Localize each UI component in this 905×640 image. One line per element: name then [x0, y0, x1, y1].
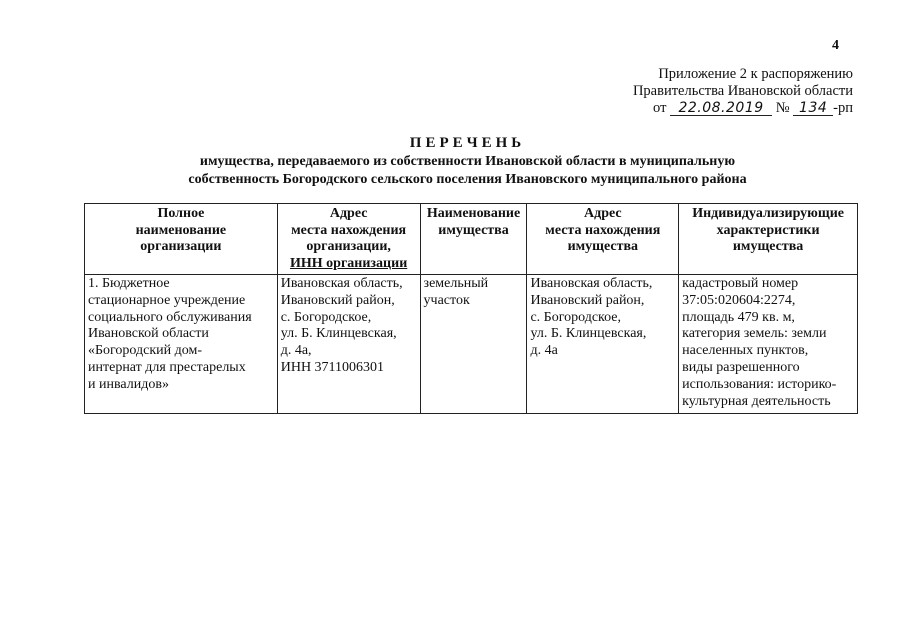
property-table	[84, 203, 858, 414]
cell-text: культурная деятельность	[682, 393, 831, 409]
header-text: организации,	[306, 239, 391, 254]
appendix-line-1: Приложение 2 к распоряжению	[658, 66, 853, 82]
cell-text: Ивановский район,	[280, 292, 395, 308]
handwritten-number: 134	[793, 102, 833, 116]
document-title-block	[100, 134, 835, 188]
cell-text: площадь 479 кв. м,	[682, 309, 795, 325]
header-text: имущества	[567, 239, 639, 254]
header-organization	[85, 204, 278, 275]
cell-text: ул. Б. Клинцевская,	[280, 326, 397, 342]
document-subtitle-line-2: собственность Богородского сельского поселения Ивановского муниципального района	[188, 172, 747, 187]
header-text: Наименование	[426, 206, 521, 221]
cell-text: д. 4а,	[280, 343, 312, 359]
header-text: Индивидуализирующие	[692, 206, 844, 221]
cell-text: использования: историко-	[682, 376, 837, 392]
cell-text: земельный	[423, 276, 489, 291]
table-header-row	[85, 204, 858, 275]
handwritten-date: 22.08.2019	[670, 102, 772, 116]
header-text: места нахождения	[545, 222, 661, 238]
cell-text: с. Богородское,	[530, 309, 622, 325]
number-label: №	[775, 100, 790, 116]
header-text: Полное	[157, 206, 205, 221]
cell-text: Ивановская область,	[280, 276, 403, 291]
header-property-name	[420, 204, 527, 275]
cell-text: «Богородский дом-	[88, 343, 203, 359]
cell-text: 37:05:020604:2274,	[682, 292, 796, 308]
cell-text: Ивановской области	[88, 326, 209, 342]
header-text: характеристики	[716, 222, 820, 238]
cell-text: с. Богородское,	[280, 309, 372, 325]
cell-text: д. 4а	[530, 343, 558, 359]
cell-text: социального обслуживания	[88, 309, 252, 325]
appendix-header	[633, 66, 853, 117]
cell-property-name	[420, 275, 527, 414]
cell-org-address	[277, 275, 420, 414]
cell-organization	[85, 275, 278, 414]
cell-property-address	[527, 275, 679, 414]
page-number: 4	[832, 38, 839, 53]
cell-text: и инвалидов»	[88, 376, 169, 392]
header-text: наименование	[135, 222, 227, 238]
header-text: ИНН организации	[289, 255, 408, 271]
header-property-address	[527, 204, 679, 275]
appendix-line-2: Правительства Ивановской области	[632, 83, 853, 99]
cell-text: населенных пунктов,	[682, 343, 809, 359]
appendix-line-3	[633, 100, 853, 117]
cell-characteristics	[679, 275, 858, 414]
cell-text: участок	[423, 292, 470, 308]
header-text: организации	[140, 239, 222, 254]
cell-text: ИНН 3711006301	[280, 359, 385, 375]
document-subtitle-line-1: имущества, передаваемого из собственности Ивановской области в муниципальную	[199, 154, 736, 169]
cell-text: Ивановский район,	[530, 292, 645, 308]
cell-text: кадастровый номер	[682, 276, 799, 291]
header-characteristics	[679, 204, 858, 275]
header-text: имущества	[732, 239, 804, 254]
cell-text: категория земель: земли	[682, 326, 827, 342]
cell-text: Ивановская область,	[530, 276, 653, 291]
header-text: имущества	[438, 222, 509, 238]
cell-text: стационарное учреждение	[88, 292, 246, 308]
header-org-address	[277, 204, 420, 275]
cell-text: 1. Бюджетное	[88, 276, 170, 291]
cell-text: виды разрешенного	[682, 359, 800, 375]
header-text: Адрес	[329, 206, 368, 221]
cell-text: ул. Б. Клинцевская,	[530, 326, 647, 342]
from-label: от	[653, 100, 667, 116]
header-text: места нахождения	[291, 222, 407, 238]
header-text: Адрес	[584, 206, 622, 221]
document-title: ПЕРЕЧЕНЬ	[409, 135, 526, 151]
cell-text: интернат для престарелых	[88, 359, 246, 375]
table-row	[85, 275, 858, 414]
number-suffix: -рп	[833, 100, 853, 116]
